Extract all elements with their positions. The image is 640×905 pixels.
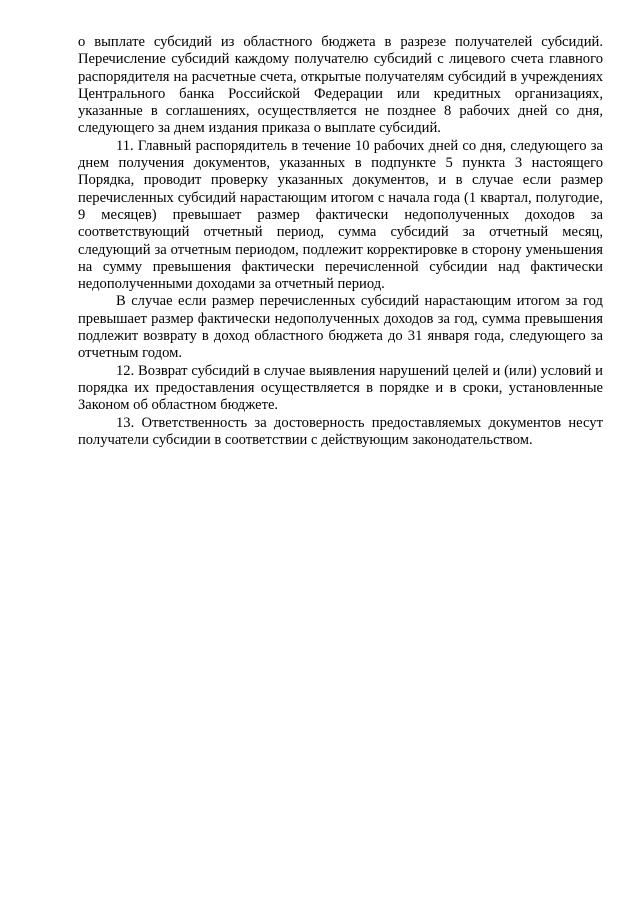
paragraph-item-13: 13. Ответственность за достоверность предоставляемых документов несут получатели субсидии в соответствии с действующим законодательством. <box>78 414 603 448</box>
paragraph-continuation: о выплате субсидий из областного бюджета в разрезе получателей субсидий. Перечисление субсидий каждому получателю субсидий с лицевого счета главного распорядителя на расчетные счета, открытые получателям субсидий в учреждениях Центрального банка Российской Федерации или кредитных организациях, указанные в соглашениях, осуществляется не позднее 8 рабочих дней со дня, следующего за днем издания приказа о выплате субсидий. <box>78 34 603 137</box>
document-body <box>78 34 603 449</box>
paragraph-item-12: 12. Возврат субсидий в случае выявления нарушений целей и (или) условий и порядка их предоставления осуществляется в порядке и в сроки, установленные Законом об областном бюджете. <box>78 362 603 414</box>
paragraph-item-11: 11. Главный распорядитель в течение 10 рабочих дней со дня, следующего за днем получения документов, указанных в подпункте 5 пункта 3 настоящего Порядка, проводит проверку указанных документов, и в случае если размер перечисленных субсидий нарастающим итогом с начала года (1 квартал, полугодие, 9 месяцев) превышает размер фактически недополученных доходов за соответствующий отчетный период, сумма субсидий за отчетный месяц, следующий за отчетным периодом, подлежит корректировке в сторону уменьшения на сумму превышения фактически перечисленной субсидии над фактически недополученными доходами за отчетный период. <box>78 137 603 293</box>
paragraph-overpayment: В случае если размер перечисленных субсидий нарастающим итогом за год превышает размер фактически недополученных доходов за год, сумма превышения подлежит возврату в доход областного бюджета до 31 января года, следующего за отчетным годом. <box>78 293 603 362</box>
